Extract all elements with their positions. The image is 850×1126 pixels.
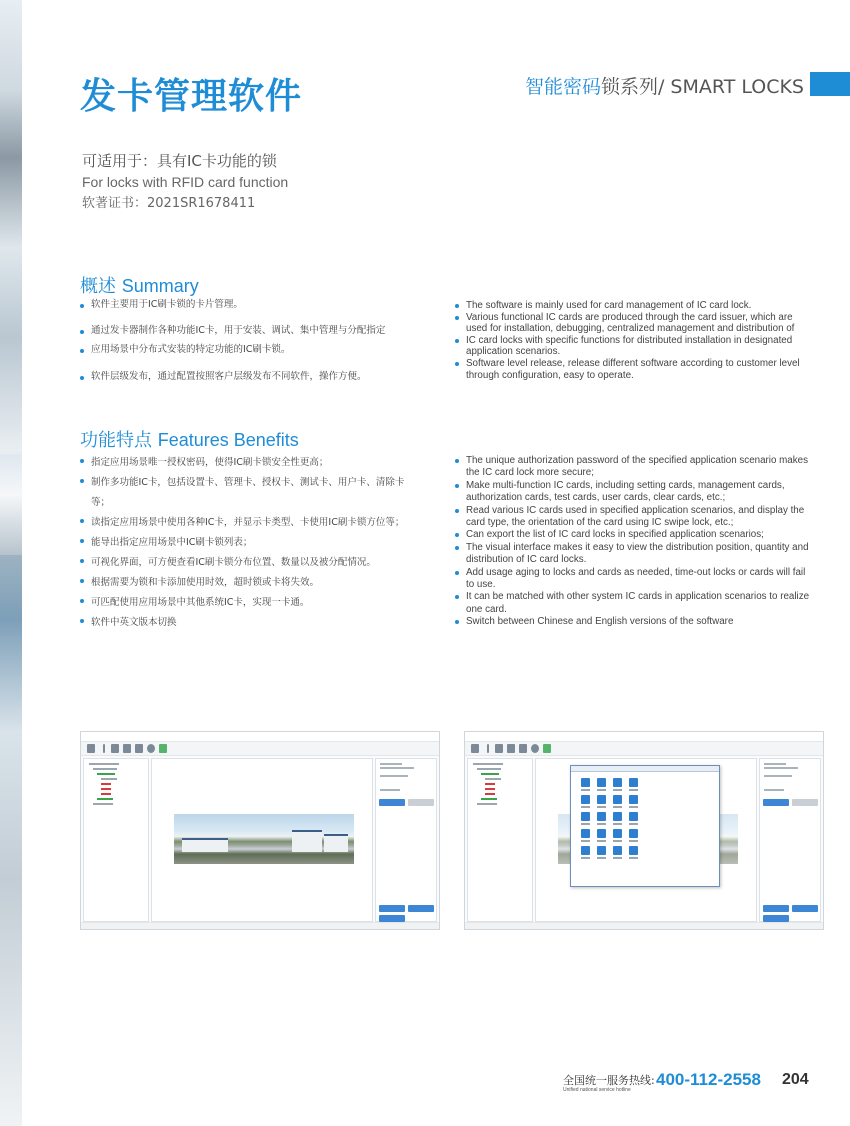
hotline-label-cn: 全国统一服务热线: [563, 1074, 655, 1087]
features-heading [80, 426, 299, 452]
list-item: 软件主要用于IC刷卡锁的卡片管理。 [80, 298, 410, 312]
features-heading-en: Features Benefits [157, 430, 299, 450]
page-title: 发卡管理软件 [80, 76, 303, 117]
screenshot-statusbar [81, 922, 439, 929]
series-highlight: 智能密码 [524, 76, 601, 98]
list-item: The unique authorization password of the specified application scenario makes the IC card lock more secure; [455, 455, 815, 480]
summary-list-cn [80, 298, 410, 384]
grid-icon [507, 744, 515, 753]
list-item: The visual interface makes it easy to view the distribution position, quantity and distribution of IC card locks. [455, 542, 815, 567]
user-icon [87, 744, 95, 753]
page-number: 204 [782, 1071, 809, 1088]
list-item: 可视化界面，可方便查看IC刷卡锁分布位置、数量以及被分配情况。 [80, 553, 405, 573]
list-item: Can export the list of IC card locks in specified application scenarios; [455, 529, 815, 541]
intro-block [82, 150, 288, 215]
screenshot-main-panel [535, 758, 757, 922]
list-item: Make multi-function IC cards, including setting cards, management cards, authorization cards, test cards, user cards, clear cards, etc.; [455, 480, 815, 505]
export-icon [543, 744, 551, 753]
export-icon [159, 744, 167, 753]
applicable-en: For locks with RFID card function [82, 174, 289, 190]
lock-grid-dialog [570, 765, 720, 887]
software-screenshot-main [80, 731, 440, 930]
grid-icon [123, 744, 131, 753]
list-item: 通过发卡器制作各种功能IC卡，用于安装、调试、集中管理与分配指定 [80, 324, 410, 338]
list-item: 可匹配使用应用场景中其他系统IC卡，实现一卡通。 [80, 593, 405, 613]
hotline-number: 400-112-2558 [656, 1070, 761, 1089]
list-item: It can be matched with other system IC cards in application scenarios to realize one card. [455, 591, 815, 616]
summary-list-en [455, 300, 815, 381]
refresh-icon [147, 744, 155, 753]
separator-icon [103, 744, 105, 753]
tv-icon [519, 744, 527, 753]
summary-heading-cn: 概述 [80, 276, 116, 297]
list-item: 应用场景中分布式安装的特定功能的IC刷卡锁。 [80, 343, 410, 357]
features-list-cn [80, 453, 405, 633]
screenshot-side-panel [375, 758, 437, 922]
list-item: 软件中英文版本切换 [80, 613, 405, 633]
list-icon [111, 744, 119, 753]
list-item: The software is mainly used for card management of IC card lock. [455, 300, 815, 312]
screenshot-tree-panel [83, 758, 149, 922]
series-accent-block [810, 72, 850, 96]
factory-panorama-image [174, 814, 354, 864]
screenshot-menubar [81, 732, 439, 742]
features-list-en [455, 455, 815, 629]
list-item: 制作多功能IC卡，包括设置卡、管理卡、授权卡、测试卡、用户卡、清除卡等； [80, 473, 405, 513]
applicable-cn: 可适用于：具有IC卡功能的锁 [82, 152, 277, 170]
series-label [525, 72, 804, 99]
list-item: IC card locks with specific functions for distributed installation in designated application scenarios. [455, 335, 815, 358]
summary-heading-en: Summary [121, 276, 199, 296]
building-image-fragment [0, 455, 22, 555]
list-item: Add usage aging to locks and cards as needed, time-out locks or cards will fail to use. [455, 567, 815, 592]
certificate-number: 软著证书：2021SR1678411 [82, 196, 256, 211]
screenshot-main-panel [151, 758, 373, 922]
screenshot-statusbar [465, 922, 823, 929]
list-item: 软件层级发布，通过配置按照客户层级发布不同软件，操作方便。 [80, 370, 410, 384]
refresh-icon [531, 744, 539, 753]
left-decorative-photo-strip [0, 0, 22, 1126]
screenshot-tree-panel [467, 758, 533, 922]
list-item: 指定应用场景唯一授权密码，使得IC刷卡锁安全性更高； [80, 453, 405, 473]
screenshot-menubar [465, 732, 823, 742]
list-item: 根据需要为锁和卡添加使用时效，超时锁或卡将失效。 [80, 573, 405, 593]
screenshot-side-panel [759, 758, 821, 922]
user-icon [471, 744, 479, 753]
separator-icon [487, 744, 489, 753]
tv-icon [135, 744, 143, 753]
list-item: 能导出指定应用场景中IC刷卡锁列表； [80, 533, 405, 553]
list-item: Software level release, release different software according to customer level through configuration, easy to operate. [455, 358, 815, 381]
software-screenshot-lock-map [464, 731, 824, 930]
summary-heading [80, 272, 199, 298]
hotline-label [563, 1072, 655, 1093]
list-item: 读指定应用场景中使用各种IC卡，并显示卡类型、卡使用IC刷卡锁方位等； [80, 513, 405, 533]
list-item: Switch between Chinese and English versions of the software [455, 616, 815, 628]
list-icon [495, 744, 503, 753]
features-heading-cn: 功能特点 [80, 430, 152, 451]
list-item: Various functional IC cards are produced through the card issuer, which are used for installation, debugging, centralized management and distribution of [455, 312, 815, 335]
series-rest: 锁系列/ SMART LOCKS [600, 76, 804, 98]
hotline-label-en: Unified national service hotline [563, 1087, 631, 1093]
list-item: Read various IC cards used in specified application scenarios, and display the card type, the orientation of the card using IC swipe lock, etc.; [455, 505, 815, 530]
